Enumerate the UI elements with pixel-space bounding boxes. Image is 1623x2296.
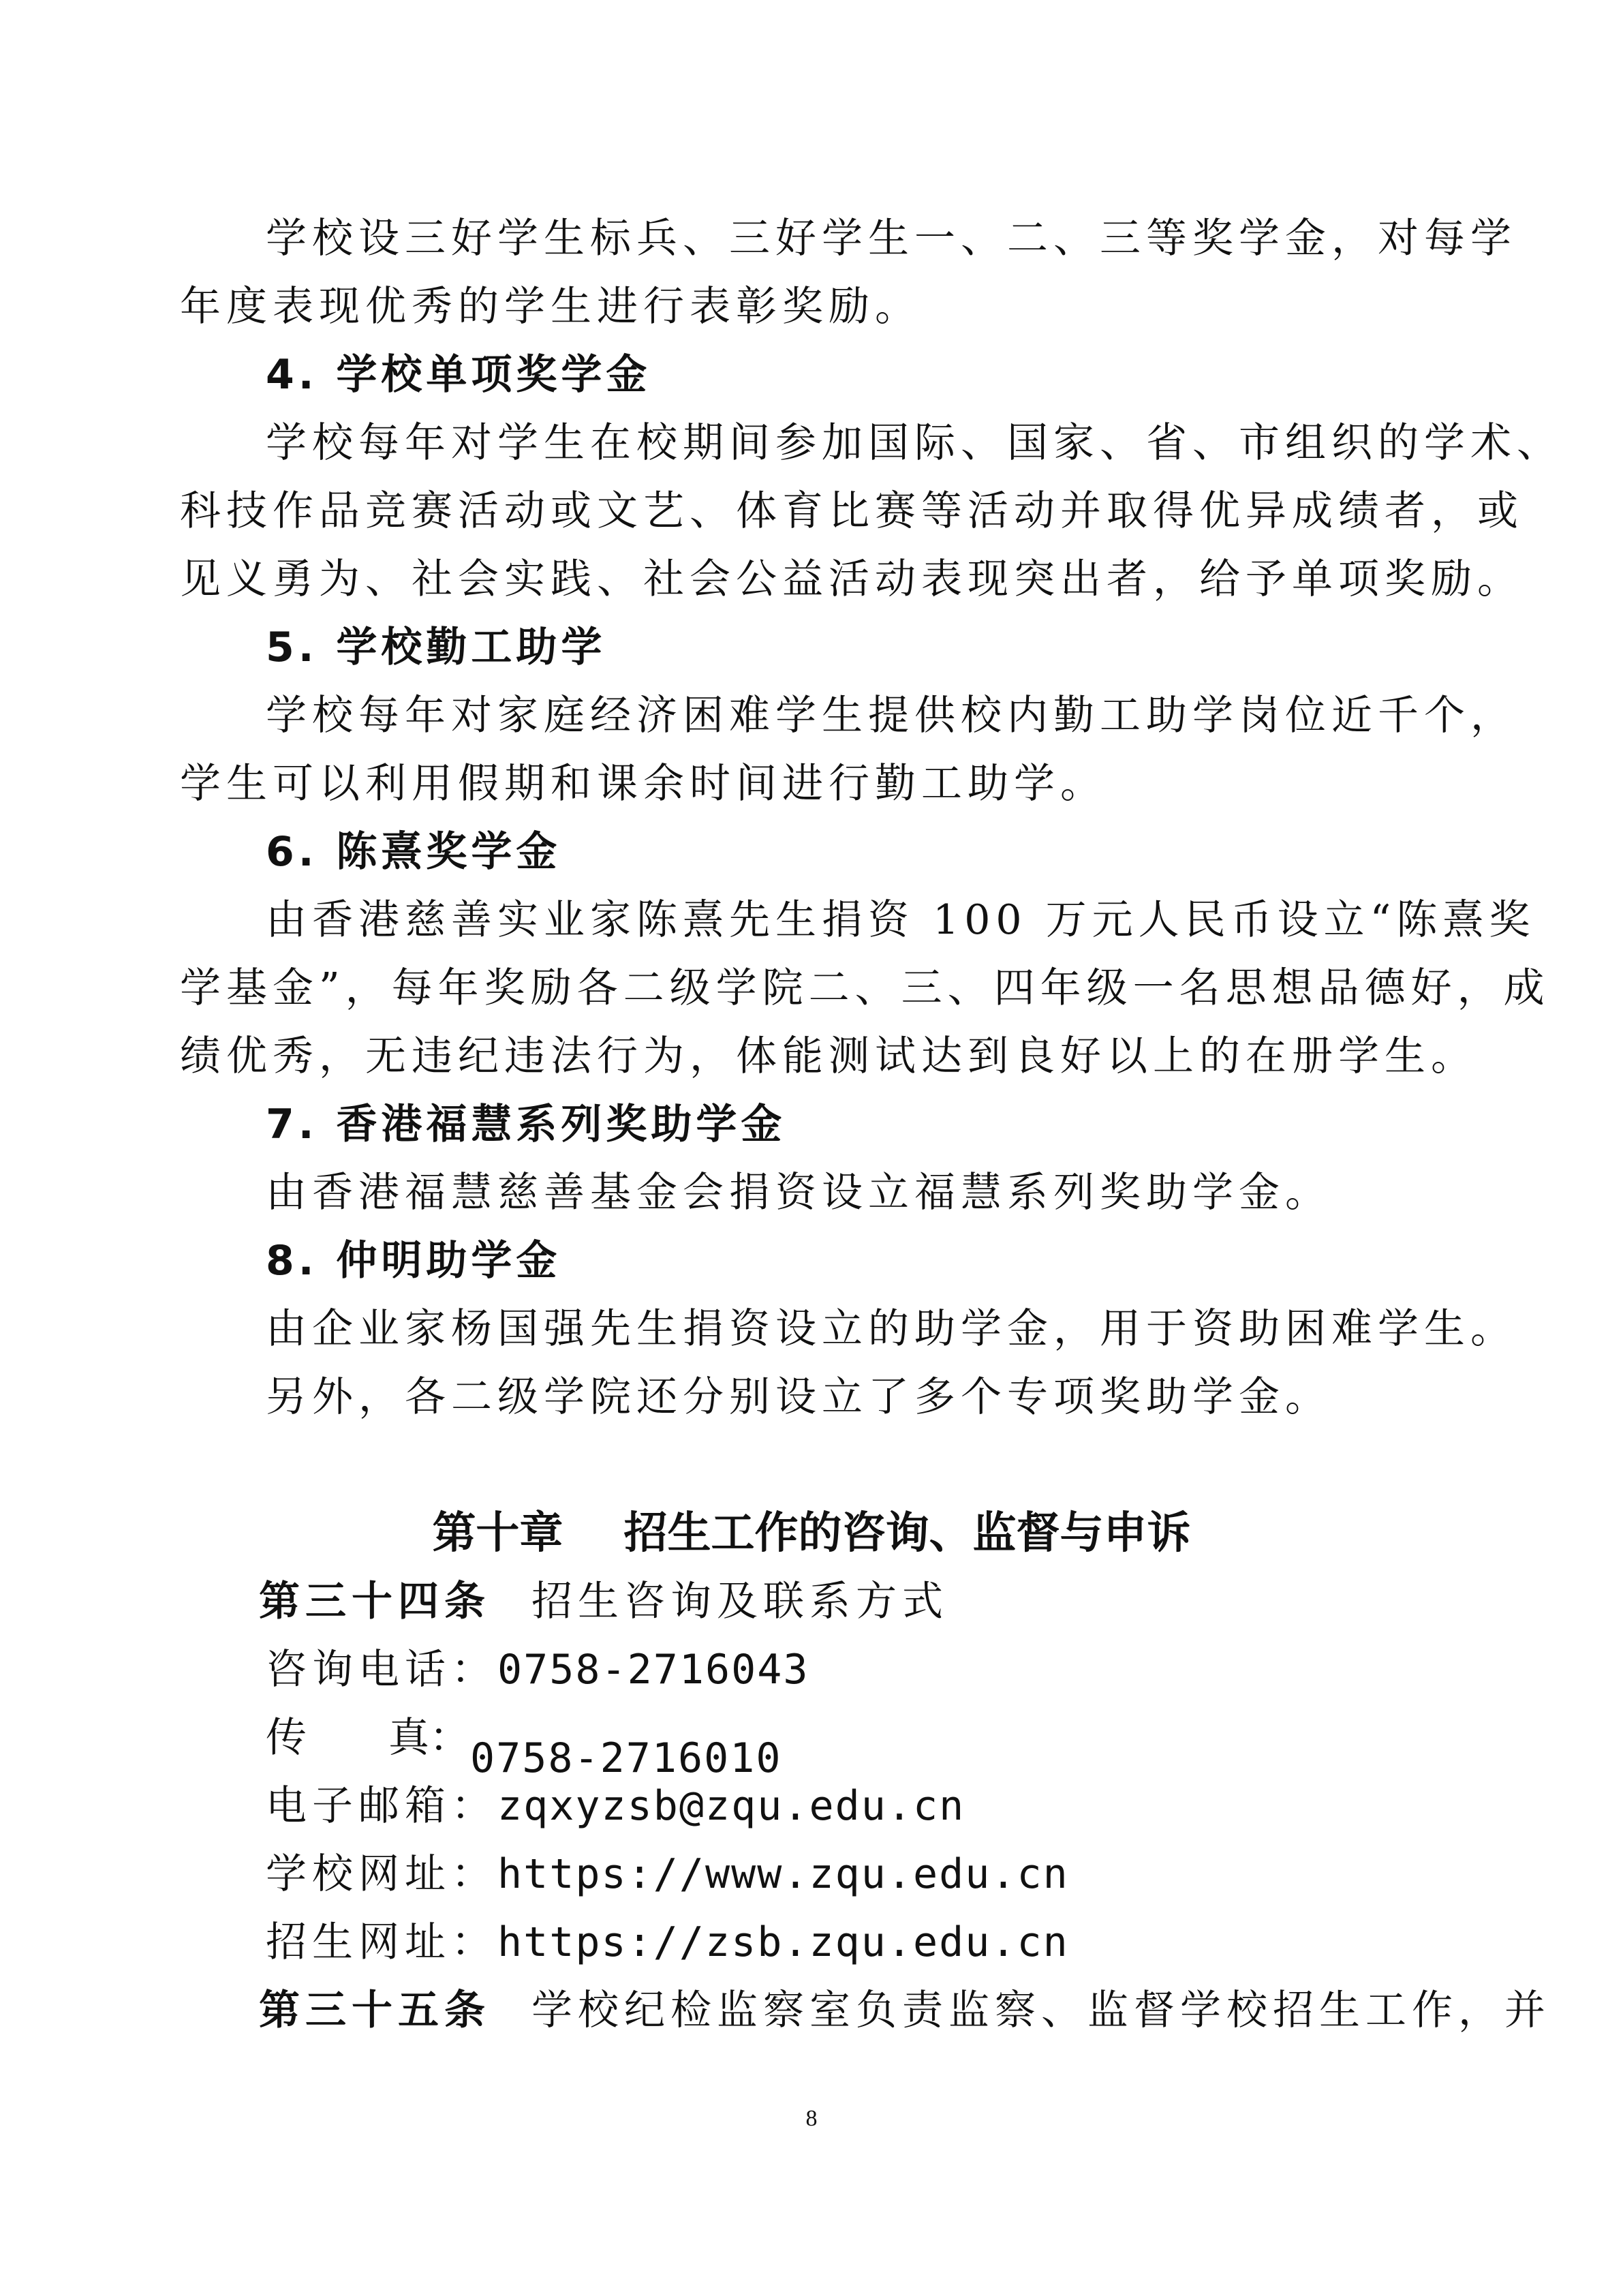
article-label: 第三十四条 bbox=[259, 1578, 491, 1625]
paragraph-line: 学校每年对学生在校期间参加国际、国家、省、市组织的学术、 bbox=[266, 419, 1563, 467]
paragraph-line: 由香港福慧慈善基金会捐资设立福慧系列奖助学金。 bbox=[266, 1169, 1331, 1216]
section-heading: 7. 香港福慧系列奖助学金 bbox=[266, 1101, 786, 1148]
fax-value: 0758-2716010 bbox=[470, 1734, 782, 1782]
page-number: 8 bbox=[805, 2106, 818, 2131]
article-text: 学校纪检监察室负责监察、监督学校招生工作，并 bbox=[531, 1987, 1551, 2034]
contact-website-row bbox=[266, 1840, 1533, 1908]
paragraph-line: 学基金”，每年奖励各二级学院二、三、四年级一名思想品德好，成 bbox=[180, 964, 1550, 1012]
email-label: 电子邮箱： bbox=[266, 1782, 497, 1830]
paragraph-line: 另外，各二级学院还分别设立了多个专项奖助学金。 bbox=[266, 1373, 1331, 1421]
contact-fax-row bbox=[266, 1704, 1533, 1782]
paragraph-line: 见义勇为、社会实践、社会公益活动表现突出者，给予单项奖励。 bbox=[180, 555, 1524, 603]
article-34 bbox=[259, 1567, 1526, 1636]
article-35 bbox=[259, 1976, 1551, 2045]
section-heading: 6. 陈熹奖学金 bbox=[266, 828, 561, 876]
chapter-title: 第十章 招生工作的咨询、监督与申诉 bbox=[432, 1508, 1191, 1559]
fax-label-first: 传 bbox=[266, 1714, 307, 1762]
contact-admission-row bbox=[266, 1908, 1533, 1976]
section-heading: 5. 学校勤工助学 bbox=[266, 624, 606, 671]
fax-label bbox=[266, 1704, 470, 1772]
fax-label-second: 真： bbox=[388, 1714, 470, 1762]
paragraph-line: 年度表现优秀的学生进行表彰奖励。 bbox=[180, 283, 921, 331]
article-text: 招生咨询及联系方式 bbox=[531, 1578, 948, 1625]
paragraph-line: 由企业家杨国强先生捐资设立的助学金，用于资助困难学生。 bbox=[266, 1305, 1517, 1353]
admission-link[interactable]: https://zsb.zqu.edu.cn bbox=[497, 1918, 1069, 1966]
article-label: 第三十五条 bbox=[259, 1987, 491, 2034]
phone-label: 咨询电话： bbox=[266, 1646, 497, 1694]
paragraph-line: 由香港慈善实业家陈熹先生捐资 100 万元人民币设立“陈熹奖 bbox=[266, 896, 1536, 944]
website-link[interactable]: https://www.zqu.edu.cn bbox=[497, 1850, 1069, 1898]
section-heading: 4. 学校单项奖学金 bbox=[266, 351, 651, 399]
admission-label: 招生网址： bbox=[266, 1918, 497, 1966]
paragraph-line: 科技作品竞赛活动或文艺、体育比赛等活动并取得优异成绩者，或 bbox=[180, 487, 1524, 535]
section-heading: 8. 仲明助学金 bbox=[266, 1237, 561, 1285]
paragraph-line: 学校设三好学生标兵、三好学生一、二、三等奖学金，对每学 bbox=[266, 215, 1517, 262]
phone-value: 0758-2716043 bbox=[497, 1646, 809, 1694]
paragraph-line: 绩优秀，无违纪违法行为，体能测试达到良好以上的在册学生。 bbox=[180, 1032, 1477, 1080]
contact-email-row bbox=[266, 1772, 1533, 1840]
website-label: 学校网址： bbox=[266, 1850, 497, 1898]
email-value[interactable]: zqxyzsb@zqu.edu.cn bbox=[497, 1782, 965, 1830]
contact-phone-row bbox=[266, 1636, 1533, 1704]
paragraph-line: 学生可以利用假期和课余时间进行勤工助学。 bbox=[180, 760, 1107, 808]
paragraph-line: 学校每年对家庭经济困难学生提供校内勤工助学岗位近千个， bbox=[266, 692, 1517, 739]
